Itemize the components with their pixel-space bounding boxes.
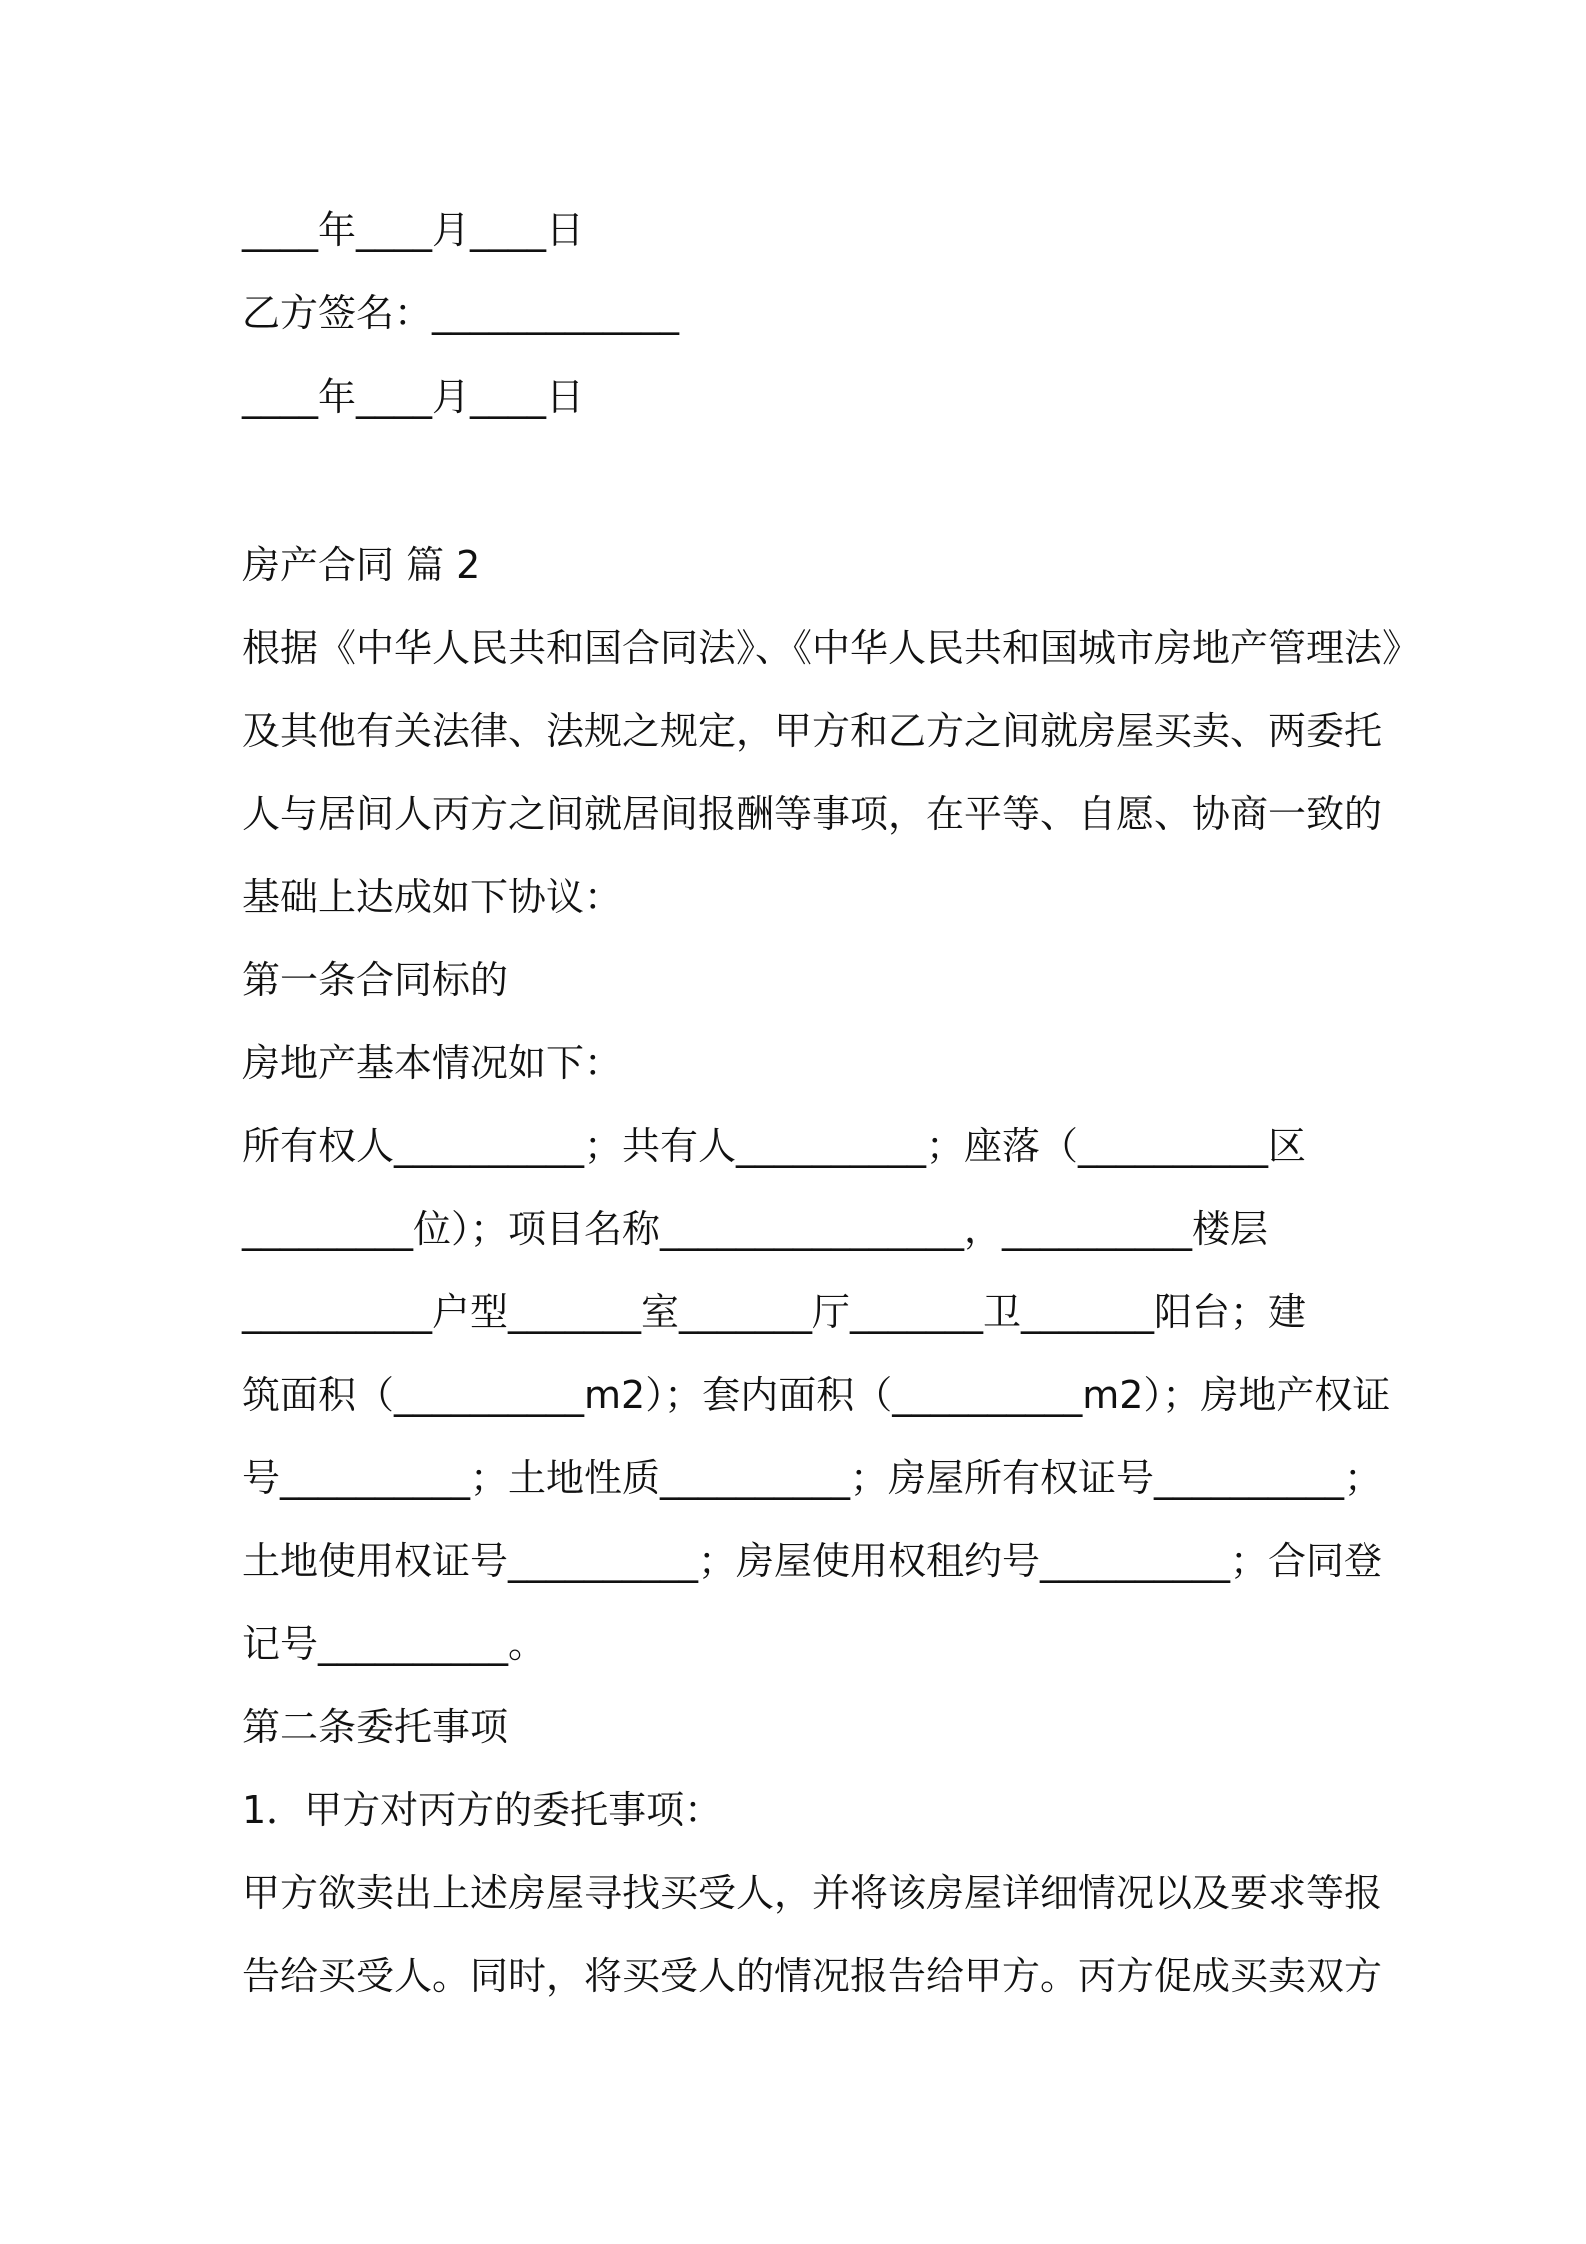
article-heading: 第一条合同标的 bbox=[242, 958, 509, 1002]
form-fill-line: 号__________；土地性质__________；房屋所有权证号__________； bbox=[242, 1456, 1383, 1500]
paragraph-line: 房地产基本情况如下： bbox=[242, 1041, 623, 1085]
paragraph-line: 基础上达成如下协议： bbox=[242, 875, 623, 919]
date-line-party-a: ____年____月____日 bbox=[242, 208, 585, 252]
clause-heading: 1．甲方对丙方的委托事项： bbox=[242, 1788, 723, 1832]
date-line-party-b: ____年____月____日 bbox=[242, 375, 585, 419]
article-heading: 第二条委托事项 bbox=[242, 1705, 509, 1749]
form-fill-line: 记号__________。 bbox=[242, 1622, 547, 1666]
form-fill-line: 筑面积（__________m2）；套内面积（__________m2）；房地产权证 bbox=[242, 1373, 1391, 1417]
paragraph-line: 告给买受人。同时，将买受人的情况报告给甲方。丙方促成买卖双方 bbox=[242, 1954, 1383, 1998]
paragraph-line: 及其他有关法律、法规之规定，甲方和乙方之间就房屋买卖、两委托 bbox=[242, 709, 1383, 753]
paragraph-line: 人与居间人丙方之间就居间报酬等事项，在平等、自愿、协商一致的 bbox=[242, 792, 1383, 836]
form-fill-line: _________位）；项目名称________________，__________楼层 bbox=[242, 1207, 1269, 1251]
paragraph-line: 甲方欲卖出上述房屋寻找买受人，并将该房屋详细情况以及要求等报 bbox=[242, 1871, 1383, 1915]
form-fill-line: __________户型_______室_______厅_______卫_______阳台；建 bbox=[242, 1290, 1307, 1334]
paragraph-line: 根据《中华人民共和国合同法》、《中华人民共和国城市房地产管理法》 bbox=[242, 626, 1421, 670]
party-b-signature-line: 乙方签名：_____________ bbox=[242, 291, 680, 335]
section-title: 房产合同 篇 2 bbox=[242, 543, 481, 587]
form-fill-line: 土地使用权证号__________；房屋使用权租约号__________；合同登 bbox=[242, 1539, 1383, 1583]
form-fill-line: 所有权人__________；共有人__________；座落（__________区 bbox=[242, 1124, 1307, 1168]
